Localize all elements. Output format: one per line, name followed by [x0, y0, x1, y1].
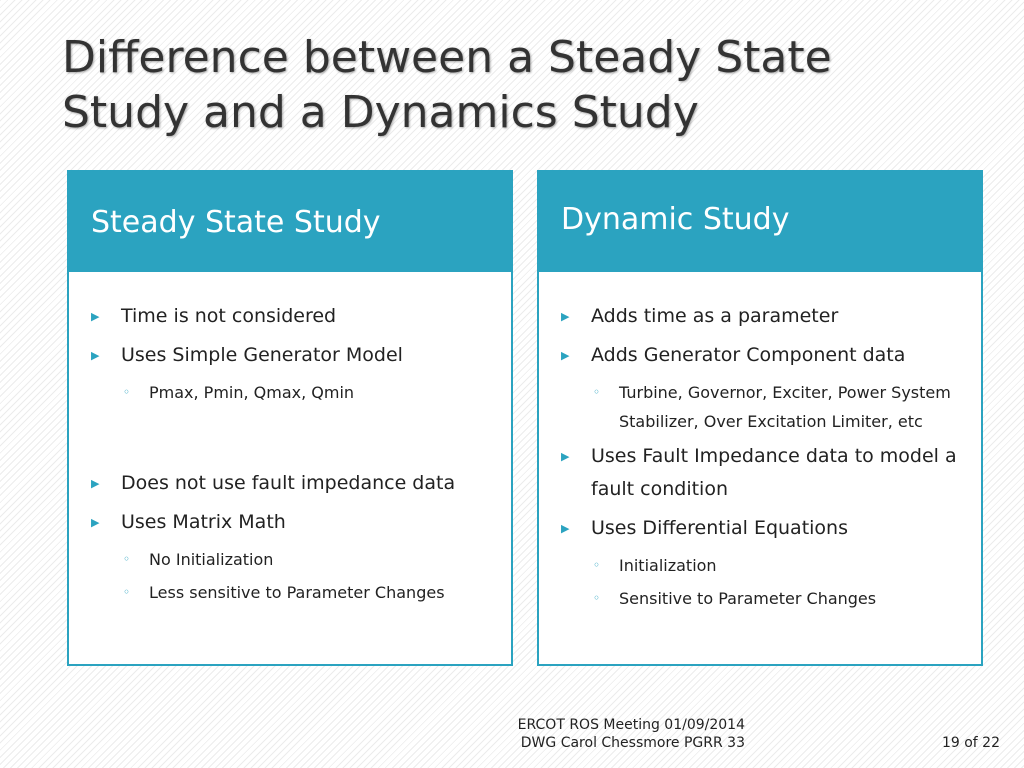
circle-bullet-icon: ◦ [123, 585, 131, 599]
slide-title [62, 30, 962, 140]
circle-bullet-icon: ◦ [123, 552, 131, 566]
sub-list-item [553, 378, 969, 436]
sub-bullet-text: Less sensitive to Parameter Changes [149, 583, 445, 602]
footer-info [480, 716, 745, 752]
list-item [83, 506, 499, 539]
sub-bullet-text: No Initialization [149, 550, 274, 569]
triangle-bullet-icon: ▶ [561, 349, 570, 362]
steady-state-header [69, 172, 511, 272]
footer-author-line: DWG Carol Chessmore PGRR 33 [520, 735, 745, 751]
bullet-text: Time is not considered [121, 305, 337, 327]
slide-title-line1: Difference between a Steady State [62, 32, 832, 83]
dynamic-list [539, 272, 981, 613]
triangle-bullet-icon: ▶ [561, 522, 570, 535]
circle-bullet-icon: ◦ [123, 385, 131, 399]
triangle-bullet-icon: ▶ [91, 310, 100, 323]
list-item [83, 339, 499, 372]
steady-state-list [69, 272, 511, 607]
sub-list-item [553, 551, 969, 580]
list-item [553, 440, 969, 506]
list-item [83, 300, 499, 333]
triangle-bullet-icon: ▶ [91, 349, 100, 362]
dynamic-header [539, 172, 981, 272]
triangle-bullet-icon: ▶ [561, 450, 570, 463]
circle-bullet-icon: ◦ [593, 591, 601, 605]
spacer [83, 411, 499, 467]
sub-list-item [83, 545, 499, 574]
sub-bullet-text: Initialization [619, 556, 717, 575]
list-item [83, 467, 499, 500]
sub-bullet-text: Pmax, Pmin, Qmax, Qmin [149, 383, 355, 402]
sub-bullet-text: Turbine, Governor, Exciter, Power System Stabilizer, Over Excitation Limiter, etc [619, 383, 951, 431]
list-item [553, 300, 969, 333]
steady-state-column [67, 170, 513, 666]
bullet-text: Adds Generator Component data [591, 344, 906, 366]
bullet-text: Uses Fault Impedance data to model a fault condition [591, 445, 957, 500]
sub-list-item [553, 584, 969, 613]
list-item [553, 339, 969, 372]
list-item [553, 512, 969, 545]
slide-title-line2: Study and a Dynamics Study [62, 87, 699, 138]
bullet-text: Uses Differential Equations [591, 517, 848, 539]
circle-bullet-icon: ◦ [593, 558, 601, 572]
steady-state-header-text: Steady State Study [91, 204, 381, 240]
dynamic-column [537, 170, 983, 666]
bullet-text: Adds time as a parameter [591, 305, 839, 327]
sub-list-item [83, 578, 499, 607]
sub-list-item [83, 378, 499, 407]
dynamic-header-text: Dynamic Study [561, 202, 790, 237]
triangle-bullet-icon: ▶ [91, 516, 100, 529]
bullet-text: Uses Simple Generator Model [121, 344, 403, 366]
sub-bullet-text: Sensitive to Parameter Changes [619, 589, 877, 608]
circle-bullet-icon: ◦ [593, 385, 601, 399]
triangle-bullet-icon: ▶ [561, 310, 570, 323]
page-number: 19 of 22 [941, 735, 1000, 751]
triangle-bullet-icon: ▶ [91, 477, 100, 490]
footer-meeting-line: ERCOT ROS Meeting 01/09/2014 [517, 717, 745, 733]
bullet-text: Uses Matrix Math [121, 511, 286, 533]
bullet-text: Does not use fault impedance data [121, 472, 456, 494]
